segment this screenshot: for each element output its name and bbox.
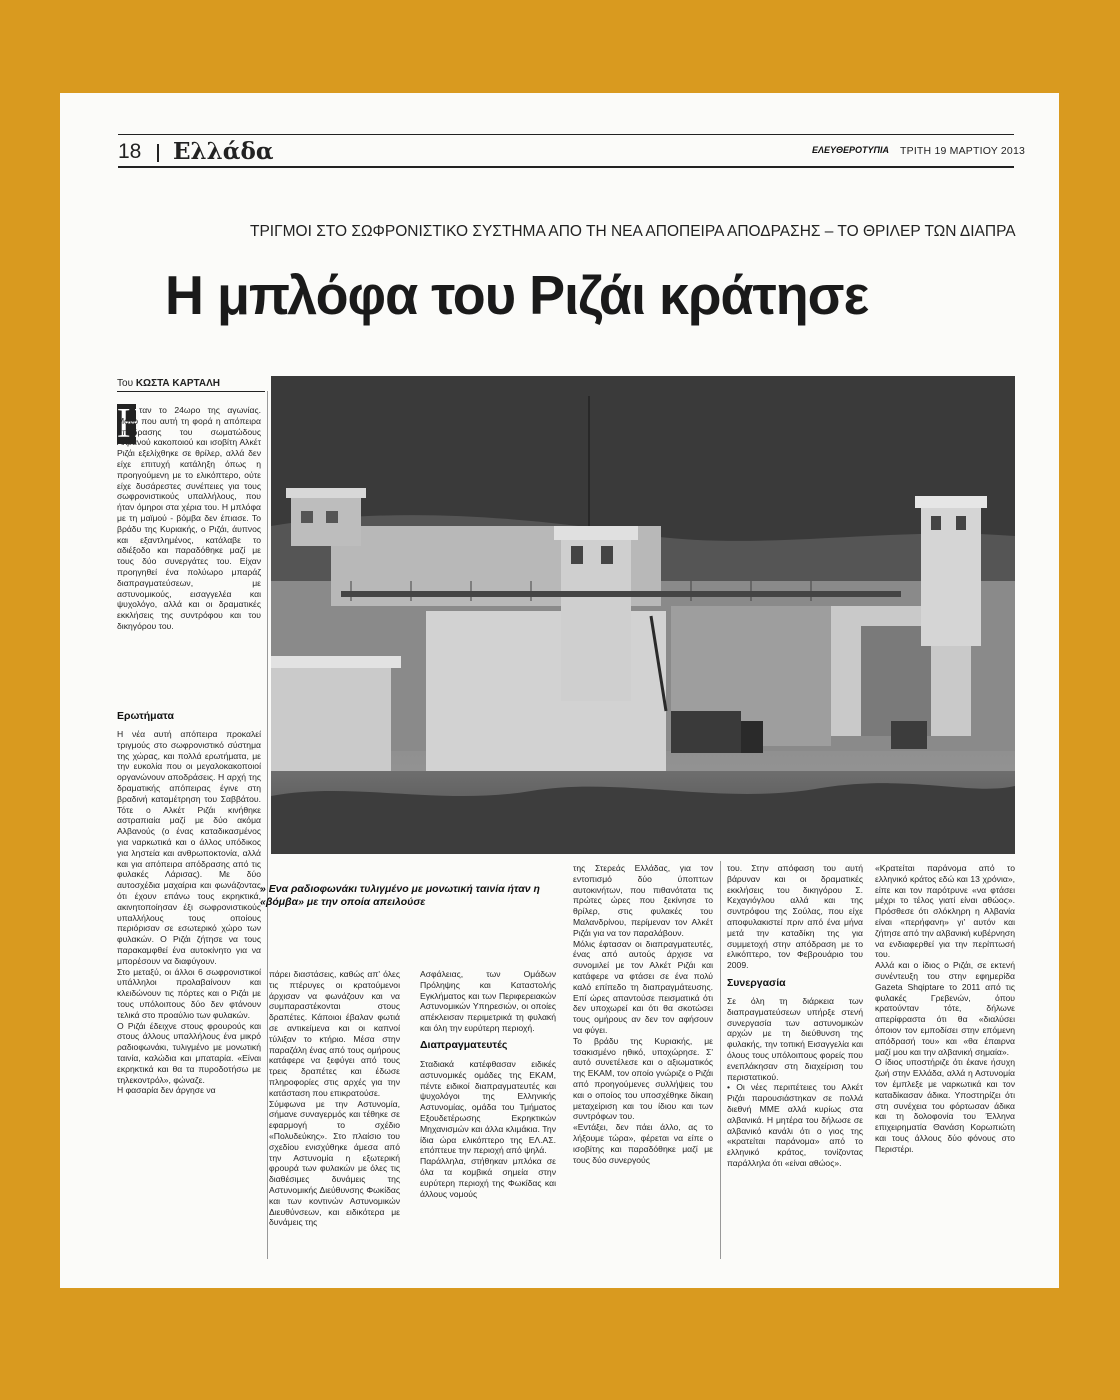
- column-1-intro: ταν το 24ωρο της αγωνίας. Μόνο που αυτή τη φορά η απόπειρα απόδρασης του σωματώδους Αλβανού κακοποιού και ισοβίτη Αλκέτ Ριζάι εξελίχθηκε σε θρίλερ, αλλά δεν είχε επιτυχή κατάληξη όπως η προηγούμενη με το ελικόπτερο, ούτε είχε δυσάρεστες συνέπειες για τους σωφρονιστικούς υπαλλήλους, που ήταν όμηροι στα χέρια του. Η μπλόφα με τη μαϊμού - βόμβα δεν έπιασε. Το βράδυ της Κυριακής, ο Ριζάι, άυπνος και εξαντλημένος, κατάλαβε το αδιέξοδο και παραδόθηκε μαζί με τους δύο συνεργάτες του. Είχαν προηγηθεί ένα πολύωρο μπαράζ διαπραγματεύσεων, με αστυνομικούς, εισαγγελέα και ψυχολόγο, αλλά και οι δραματικές εκκλήσεις της συντρόφου και του δικηγόρου του.: [117, 405, 261, 631]
- subhead-cooperation: Συνεργασία: [727, 977, 786, 989]
- column-rule-1: [267, 391, 268, 1259]
- column-4: της Στερεάς Ελλάδας, για τον εντοπισμό δύο ύποπτων αυτοκινήτων, που πιθανότατα τις πρώτες ώρες που ξεκίνησε το θρίλερ, στις φυλακές του Μαλανδρίνου, περίμεναν τον Αλκέτ Ριζάι για να τον παραλάβουν. Μόλις έφτασαν οι διαπραγματευτές, ένας από αυτούς άρχισε να συνομιλεί με τον Αλκέτ Ριζάι και κατάφερε να φτάσει σε ένα πολύ καλό επίπεδο τη διαπραγμάτευσης. Επί ώρες απαντούσε πεισματικά ότι δεν υποχωρεί και ότι θα σκοτώσει τους ομήρους αν δεν τον αφήσουν να φύγει. Το βράδυ της Κυριακής, με τσακισμένο ηθικό, υποχώρησε. Σ' αυτό συνετέλεσε και ο αξιωματικός της ΕΚΑΜ, τον οποίο γνώριζε ο Ριζάι από προηγούμενες συλλήψεις του και ο οποίος του υποσχέθηκε δίκαιη μεταχείριση και του ίδιου και των συντρόφων του. «Εντάξει, δεν πάει άλλο, ας το λήξουμε τώρα», φέρεται να είπε ο ισοβίτης και παραδόθηκε μαζί με τους δύο συνεργούς: [573, 863, 713, 1165]
- byline-rule: [117, 391, 265, 392]
- column-1-body: Η νέα αυτή απόπειρα προκαλεί τριγμούς στο σωφρονιστικό σύστημα της χώρας, και πολλά ερωτήματα, με την ευκολία που οι μεγαλοκακοποιοί οργανώνουν αποδράσεις. Η αρχή της δραματικής απόπειρας έγινε στη βραδινή καταμέτρηση του Σαββάτου. Τότε ο Αλκέτ Ριζάι κινήθηκε αστραπιαία μαζί με δύο ακόμα Αλβανούς (ο ένας καταδικασμένος για ναρκωτικά και ο άλλος υπόδικος για ληστεία και ανθρωποκτονία, αλλά και για απόπειρα απόδρασης από τις φυλακές Λάρισας). Με δύο αυτοσχέδια μαχαίρια και φωνάζοντας ότι έχουν επάνω τους εκρηκτικά, ακινητοποίησαν έξι σωφρονιστικούς υπαλλήλους τους οποίους περιόρισαν σε εσωτερικό χώρο των φυλακών. Ο Ριζάι ζήτησε να τους παρακαμφθεί ένα αυτοκίνητο για να μπορέσουν να διαφύγουν. Στο μεταξύ, οι άλλοι 6 σωφρονιστικοί υπάλληλοι προλαβαίνουν και κλειδώνουν τις πόρτες και ο Ριζάι με τους υπόλοιπους δύο δεν φτάνουν τελικά στο προαύλιο των φυλακών. Ο Ριζάι έδειχνε στους φρουρούς και στους άλλους υπαλλήλους ένα μικρό ραδιοφωνάκι, τυλιγμένο με μονωτική ταινία, καλώδια και μπαταρία. «Είναι εκρηκτικά και θα τα πυροδοτήσω με τηλεκοντρόλ», φώναζε. Η φασαρία δεν άργησε να: [117, 729, 261, 1096]
- pull-quote-arrow-icon: »: [260, 883, 269, 895]
- article-headline: Η μπλόφα του Ριζάι κράτησε: [165, 264, 869, 326]
- pull-quote-text: Ενα ραδιοφωνάκι τυλιγμένο με μονωτική ταινία ήταν η «βόμβα» με την οποία απειλούσε: [260, 883, 540, 908]
- pull-quote: [260, 883, 560, 909]
- section-title: Ελλάδα: [173, 138, 274, 165]
- newspaper-page: [60, 93, 1059, 1288]
- header-top-rule: [118, 134, 1014, 135]
- column-rule-4: [720, 861, 721, 1259]
- drop-cap: Η: [117, 401, 148, 447]
- subhead-negotiators: Διαπραγματευτές: [420, 1039, 508, 1051]
- paper-logo: ΕΛΕΥΘΕΡΟΤΥΠΙΑ: [812, 145, 889, 155]
- column-2: πάρει διαστάσεις, καθώς απ' όλες τις πτέρυγες οι κρατούμενοι άρχισαν να φωνάζουν και να συμπαραστέκονται στους δραπέτες. Κάποιοι έβαλαν φωτιά σε αντικείμενα και οι καπνοί τύλιξαν το κτήριο. Μέσα στην παραζάλη ένας από τους ομήρους κατάφερε να ξεφύγει από τους τρεις δραπέτες και έδωσε πληροφορίες στις αρχές για την κατάσταση που επικρατούσε. Σύμφωνα με την Αστυνομία, σήμανε συναγερμός και τέθηκε σε εφαρμογή το σχέδιο «Πολυδεύκης». Στο πλαίσιο του σχεδίου ενισχύθηκε άμεσα από την Αστυνομία η εξωτερική φρουρά των φυλακών με όλες τις διαθέσιμες δυνάμεις της Αστυνομικής Διεύθυνσης Φωκίδας και των κοντινών Αστυνομικών Διευθύνσεων, και ειδικότερα με δυνάμεις της: [269, 969, 400, 1228]
- column-6: «Κρατείται παράνομα από το ελληνικό κράτος εδώ και 13 χρόνια», είπε και τον παρότρυνε «να φτάσει μέχρι το τέλος γιατί είναι αθώος». Πρόσθεσε ότι σλόκληρη η Αλβανία είναι «περήφανη» γι' αυτόν και ζήτησε από την αλβανική κυβέρνηση να ενδιαφερθεί για την περίπτωσή του. Αλλά και ο ίδιος ο Ριζάι, σε εκτενή συνέντευξη του στην εφημερίδα Gazeta Shqiptare το 2011 από τις φυλακές Γρεβενών, όπου κρατούνταν τότε, δήλωνε απερίφραστα ότι θα «διαλύσει όποιον τον εμποδίσει στην επόμενη απόδρασή του» και «θα έπαιρνα μαζί μου και την αλβανική σημαία». Ο ίδιος υποστήριζε ότι έκανε ήσυχη ζωή στην Ελλάδα, αλλά η Αστυνομία τον έμπλεξε με ναρκωτικά και τον καταδίκασαν άδικα. Υποστηρίζει ότι στη συνέχεια του φόρτωσαν άδικα και τη δολοφονία του Έλληνα επιχειρηματία Θανάση Κορωπιώτη και τους άλλους δύο φόνους στο Περιστέρι.: [875, 863, 1015, 1154]
- column-5-body: Σε όλη τη διάρκεια των διαπραγματεύσεων υπήρξε στενή συνεργασία των αστυνομικών αρχών με τη διεύθυνση της φυλακής, την τοπική Εισαγγελία και όλους τους υπόλοιπους φορείς που ενεπλάκησαν στη διαχείριση του περιστατικού. • Οι νέες περιπέτειες του Αλκέτ Ριζάι παρουσιάστηκαν σε πολλά διεθνή ΜΜΕ αλλά κυρίως στα αλβανικά. Η μητέρα του δήλωσε σε αλβανικό κανάλι ότι ο γιος της «κρατείται παράνομα» από το ελληνικό κράτος, τονίζοντας παράλληλα ότι «είναι αθώος».: [727, 996, 863, 1168]
- byline-prefix: Του: [117, 378, 134, 389]
- header-separator: [157, 144, 159, 162]
- issue-date: ΤΡΙΤΗ 19 ΜΑΡΤΙΟΥ 2013: [900, 145, 1026, 157]
- subhead-questions: Ερωτήματα: [117, 710, 174, 722]
- header-bottom-rule: [118, 166, 1014, 168]
- page-number: 18: [118, 140, 142, 163]
- column-3-top: Ασφάλειας, των Ομάδων Πρόληψης και Καταστολής Εγκλήματος και των Περιφερειακών Αστυνομικών Υπηρεσιών, οι οποίες απέκλεισαν περιμετρικά τη φυλακή και όλη την ευρύτερη περιοχή.: [420, 969, 556, 1033]
- column-3-body: Σταδιακά κατέφθασαν ειδικές αστυνομικές ομάδες της ΕΚΑΜ, πέντε ειδικοί διαπραγματευτές και ψυχολόγοι της Ελληνικής Αστυνομίας, ομάδα του Τμήματος Εξουδετέρωσης Εκρηκτικών Μηχανισμών και άλλα κλιμάκια. Την ίδια ώρα ελικόπτερο της ΕΛ.ΑΣ. επόπτευε την περιοχή από ψηλά. Παράλληλα, στήθηκαν μπλόκα σε όλα τα κομβικά σημεία στην ευρύτερη περιοχή της Φωκίδας και άλλους νομούς: [420, 1059, 556, 1199]
- article-kicker: ΤΡΙΓΜΟΙ ΣΤΟ ΣΩΦΡΟΝΙΣΤΙΚΟ ΣΥΣΤΗΜΑ ΑΠΟ ΤΗ ΝΕΑ ΑΠΟΠΕΙΡΑ ΑΠΟΔΡΑΣΗΣ – ΤΟ ΘΡΙΛΕΡ ΤΩΝ ΔΙΑΠΡΑ: [250, 223, 1016, 240]
- byline: [117, 378, 220, 389]
- byline-author: ΚΩΣΤΑ ΚΑΡΤΑΛΗ: [135, 378, 221, 389]
- prison-photo: [271, 376, 1015, 854]
- column-5-top: του. Στην απόφαση του αυτή βάρυναν και οι δραματικές εκκλήσεις του δικηγόρου Σ. Κεχαγιόγλου αλλά και της συντρόφου της Σούλας, που είχε αποφυλακιστεί πριν από ένα μήνα μετά την καταδίκη της για συμμετοχή στην απόδραση με το ελικόπτερο, τον Φεβρουάριο του 2009.: [727, 863, 863, 971]
